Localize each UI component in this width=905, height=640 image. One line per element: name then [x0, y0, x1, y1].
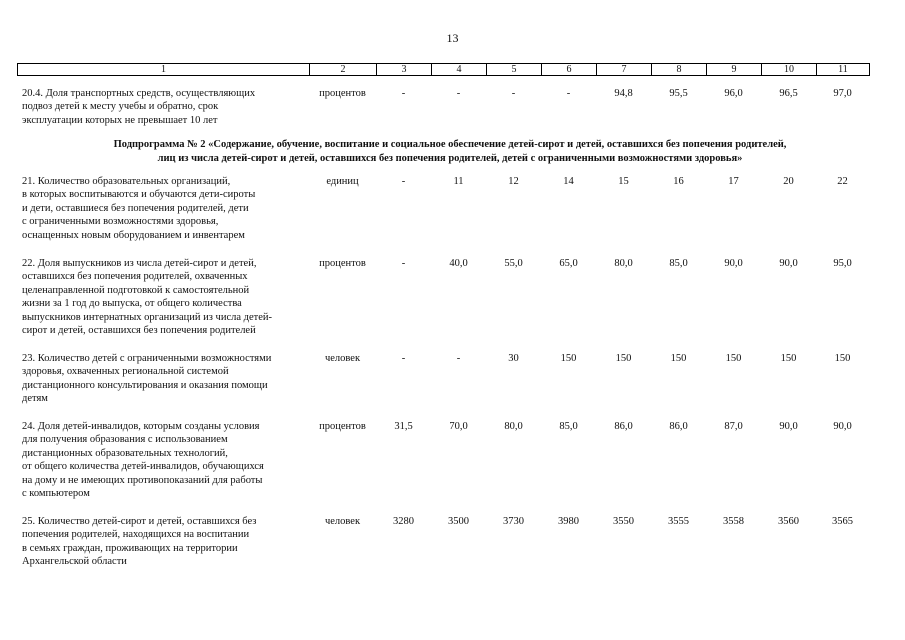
header-col-3: 3	[377, 64, 432, 76]
header-col-11: 11	[817, 64, 870, 76]
value-cell: 95,0	[833, 258, 852, 269]
value-cell: 86,0	[669, 421, 688, 432]
page-number: 13	[446, 31, 459, 45]
header-col-9: 9	[707, 64, 762, 76]
value-cell: 80,0	[504, 421, 523, 432]
value-cell: -	[456, 88, 461, 99]
value-cell: 150	[780, 353, 797, 364]
value-cell: -	[511, 88, 516, 99]
column-header-table	[17, 63, 870, 76]
value-cell: 96,5	[779, 88, 798, 99]
row-description: 25. Количество детей-сирот и детей, оставшихся без попечения родителей, находящихся на воспитании в семьях граждан, проживающих на территории Архангельской области	[22, 516, 257, 568]
value-cell: 90,0	[833, 421, 852, 432]
value-cell: 90,0	[779, 421, 798, 432]
value-cell: 22	[837, 176, 848, 187]
header-col-2: 2	[310, 64, 377, 76]
value-cell: -	[401, 353, 406, 364]
value-cell: 3565	[832, 516, 853, 527]
value-cell: 16	[673, 176, 684, 187]
header-col-10: 10	[762, 64, 817, 76]
value-cell: 3730	[503, 516, 524, 527]
value-cell: 12	[508, 176, 519, 187]
value-cell: 150	[560, 353, 577, 364]
row-description: 21. Количество образовательных организаций, в которых воспитываются и обучаются дети-сироты и дети, оставшиеся без попечения родителей, дети с ограниченными возможностями здоровья, оснащенных новым оборудованием и инвентарем	[22, 176, 256, 241]
value-cell: 31,5	[394, 421, 413, 432]
value-cell: 3980	[558, 516, 579, 527]
value-cell: 90,0	[724, 258, 743, 269]
value-cell: 70,0	[449, 421, 468, 432]
row-unit: процентов	[319, 258, 366, 269]
value-cell: 11	[453, 176, 464, 187]
value-cell: 3280	[393, 516, 414, 527]
value-cell: -	[401, 88, 406, 99]
value-cell: 65,0	[559, 258, 578, 269]
value-cell: 96,0	[724, 88, 743, 99]
value-cell: -	[566, 88, 571, 99]
value-cell: 3560	[778, 516, 799, 527]
row-unit: человек	[324, 516, 361, 527]
heading-line-1: Подпрограмма № 2 «Содержание, обучение, воспитание и социальное обеспечение детей-сирот и детей, оставшихся без попечения родителей,	[113, 139, 787, 150]
header-col-6: 6	[542, 64, 597, 76]
value-cell: 20	[783, 176, 794, 187]
value-cell: 86,0	[614, 421, 633, 432]
row-unit: человек	[324, 353, 361, 364]
value-cell: 14	[563, 176, 574, 187]
value-cell: 3500	[448, 516, 469, 527]
header-col-1: 1	[18, 64, 310, 76]
heading-line-2: лиц из числа детей-сирот и детей, оставшихся без попечения родителей, детей с ограниченными возможностями здоровья»	[157, 153, 743, 164]
value-cell: 150	[725, 353, 742, 364]
value-cell: 40,0	[449, 258, 468, 269]
value-cell: 17	[728, 176, 739, 187]
value-cell: 3555	[668, 516, 689, 527]
value-cell: 85,0	[559, 421, 578, 432]
row-unit: единиц	[326, 176, 359, 187]
value-cell: 97,0	[833, 88, 852, 99]
value-cell: -	[401, 258, 406, 269]
subprogram-heading	[20, 138, 880, 166]
value-cell: 30	[508, 353, 519, 364]
value-cell: -	[456, 353, 461, 364]
value-cell: 3550	[613, 516, 634, 527]
value-cell: -	[401, 176, 406, 187]
header-col-5: 5	[487, 64, 542, 76]
header-col-8: 8	[652, 64, 707, 76]
value-cell: 94,8	[614, 88, 633, 99]
value-cell: 150	[615, 353, 632, 364]
row-unit: процентов	[319, 88, 366, 99]
value-cell: 15	[618, 176, 629, 187]
value-cell: 80,0	[614, 258, 633, 269]
row-description: 23. Количество детей с ограниченными возможностями здоровья, охваченных региональной системой дистанционного консультирования и оказания помощи детям	[22, 353, 272, 405]
value-cell: 85,0	[669, 258, 688, 269]
value-cell: 87,0	[724, 421, 743, 432]
row-description: 22. Доля выпускников из числа детей-сирот и детей, оставшихся без попечения родителей, охваченных целенаправленной подготовкой к самостоятельной жизни за 1 год до выпуска, от общего количества выпускников интернатных организаций из числа детей- сирот и детей, оставшихся без попечения родителей	[22, 258, 273, 337]
header-col-4: 4	[432, 64, 487, 76]
row-description: 24. Доля детей-инвалидов, которым созданы условия для получения образования с использованием дистанционных образовательных технологий, от общего количества детей-инвалидов, обучающихся на дому и не имеющих противопоказаний для работы с компьютером	[22, 421, 264, 500]
row-unit: процентов	[319, 421, 366, 432]
header-col-7: 7	[597, 64, 652, 76]
value-cell: 55,0	[504, 258, 523, 269]
value-cell: 150	[834, 353, 851, 364]
value-cell: 90,0	[779, 258, 798, 269]
row-description: 20.4. Доля транспортных средств, осуществляющих подвоз детей к месту учебы и обратно, срок эксплуатации которых не превышает 10 лет	[22, 88, 256, 126]
value-cell: 95,5	[669, 88, 688, 99]
value-cell: 150	[670, 353, 687, 364]
value-cell: 3558	[723, 516, 744, 527]
